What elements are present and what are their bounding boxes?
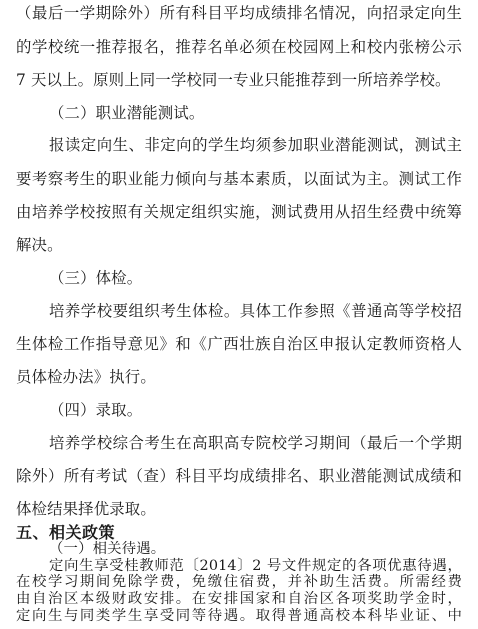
paragraph-line: 体检结果择优录取。 bbox=[16, 500, 156, 518]
paragraph-line: 的学校统一推荐报名，推荐名单必须在校园网上和校内张榜公示 bbox=[16, 38, 462, 56]
paragraph-line: 培养学校综合考生在高职高专院校学习期间（最后一个学期 bbox=[49, 434, 462, 452]
paragraph-line: 要考察考生的职业能力倾向与基本素质，以面试为主。测试工作 bbox=[16, 170, 462, 188]
paragraph-line: 解决。 bbox=[16, 236, 63, 254]
section-heading: （三）体检。 bbox=[49, 269, 143, 287]
paragraph-line: 报读定向生、非定向的学生均须参加职业潜能测试，测试主 bbox=[49, 136, 462, 154]
paragraph-line: （最后一学期除外）所有科目平均成绩排名情况，向招录定向生 bbox=[16, 4, 462, 22]
chapter-heading: 五、相关政策 bbox=[16, 523, 116, 542]
paragraph-line: 由培养学校按照有关规定组织实施，测试费用从招生经费中统筹 bbox=[16, 203, 462, 221]
paragraph-line: 定向生享受桂教师范〔2014〕2 号文件规定的各项优惠待遇， bbox=[49, 557, 462, 574]
paragraph-line: 生体检工作指导意见》和《广西壮族自治区申报认定教师资格人 bbox=[16, 335, 462, 353]
paragraph-line: 在校学习期间免除学费，免缴住宿费，并补助生活费。所需经费 bbox=[16, 574, 462, 591]
section-heading: （二）职业潜能测试。 bbox=[49, 104, 205, 122]
section-heading: （一）相关待遇。 bbox=[49, 540, 166, 557]
paragraph-line: 员体检办法》执行。 bbox=[16, 368, 156, 386]
paragraph-line: 除外）所有考试（查）科目平均成绩排名、职业潜能测试成绩和 bbox=[16, 467, 462, 485]
paragraph-line: 由自治区本级财政安排。在安排国家和自治区各项奖助学金时， bbox=[16, 591, 462, 608]
paragraph-line: 培养学校要组织考生体检。具体工作参照《普通高等学校招 bbox=[49, 302, 462, 320]
paragraph-line: 7 天以上。原则上同一学校同一专业只能推荐到一所培养学校。 bbox=[16, 71, 451, 89]
section-heading: （四）录取。 bbox=[49, 401, 143, 419]
paragraph-line: 定向生与同类学生享受同等待遇。取得普通高校本科毕业证、中 bbox=[16, 608, 462, 624]
